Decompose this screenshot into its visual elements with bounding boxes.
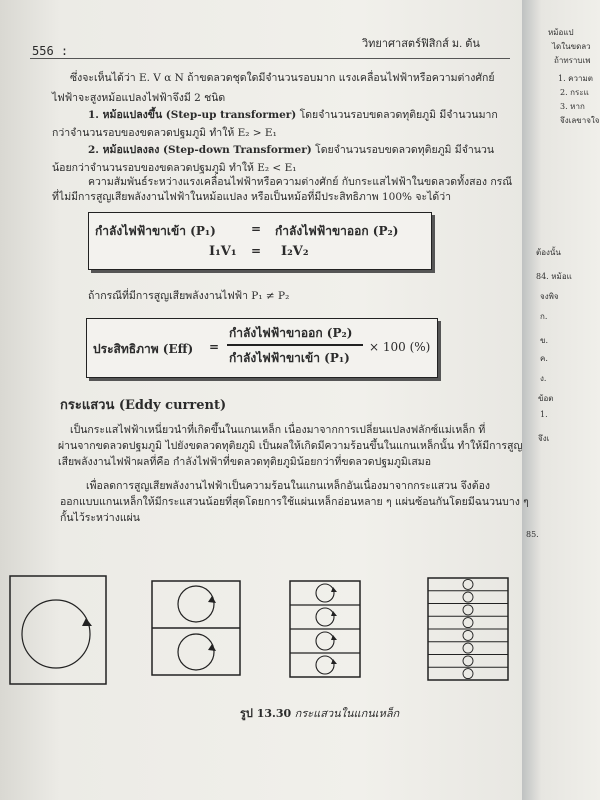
facing-line: ค. xyxy=(540,354,548,363)
intro-line: ซึ่งจะเห็นได้ว่า E. V α N ถ้าขดลวดชุดใดมีจำนวนรอบมาก แรงเคลื่อนไฟฟ้าหรือความต่างศักย์ xyxy=(70,72,495,84)
eddy-diagram-many-laminations xyxy=(426,576,510,682)
loss-line: ถ้ากรณีที่มีการสูญเสียพลังงานไฟฟ้า P₁ ≠ P₂ xyxy=(88,290,290,302)
figure-caption xyxy=(240,704,399,722)
type-item-1 xyxy=(88,109,498,122)
section-heading: กระแสวน (Eddy current) xyxy=(60,398,227,413)
eddy-paragraph-line: ผ่านจากขดลวดปฐมภูมิ ไปยังขดลวดทุติยภูมิ เป็นผลให้เกิดมีความร้อนขึ้นในแกนเหล็กนั้น ทำให้มีการสูญ xyxy=(58,440,523,452)
eq-left-2: I₁V₁ xyxy=(209,244,237,259)
figure-title: กระแสวนในแกนเหล็ก xyxy=(294,707,400,720)
facing-line: ก. xyxy=(540,312,548,321)
eddy-paragraph-line: เพื่อลดการสูญเสียพลังงานไฟฟ้าเป็นความร้อนในแกนเหล็กอันเนื่องมาจากกระแสวน จึงต้อง xyxy=(86,480,491,492)
facing-line: ข. xyxy=(540,336,549,345)
facing-line: 3. หาก xyxy=(560,102,585,111)
facing-line: จึงเลขาจใจ xyxy=(560,116,600,125)
efficiency-equation-box xyxy=(86,318,438,378)
eddy-diagram-two-laminations xyxy=(150,579,242,677)
eddy-diagram-solid-core xyxy=(8,574,108,686)
eff-label: ประสิทธิภาพ (Eff) xyxy=(93,342,194,356)
eddy-paragraph-line: กั้นไว้ระหว่างแผ่น xyxy=(60,512,140,524)
type-item-2-line2: น้อยกว่าจำนวนรอบของขดลวดปฐมภูมิ ทำให้ E₂ < E₁ xyxy=(52,162,297,174)
facing-line: จงพิจ xyxy=(540,292,559,301)
type-item-2 xyxy=(88,144,494,157)
eddy-paragraph-line: เสียพลังงานไฟฟ้าผลที่คือ กำลังไฟฟ้าที่ขดลวดทุติยภูมิน้อยกว่าที่ขดลวดปฐมภูมิเสมอ xyxy=(58,456,432,468)
facing-line: 85. xyxy=(526,530,539,539)
eddy-paragraph-line: เป็นกระแสไฟฟ้าเหนี่ยวนำที่เกิดขึ้นในแกนเหล็ก เนื่องมาจากการเปลี่ยนแปลงฟลักซ์แม่เหล็ก ที่ xyxy=(70,424,486,436)
facing-line: หม้อแป xyxy=(548,28,574,37)
type-label: 1. หม้อแปลงขึ้น (Step-up transformer) xyxy=(88,109,297,121)
relation-line: ที่ไม่มีการสูญเสียพลังงานไฟฟ้าในหม้อแปลง หรือเป็นหม้อที่มีประสิทธิภาพ 100% จะได้ว่า xyxy=(52,191,452,203)
eddy-paragraph-line: ออกแบบแกนเหล็กให้มีกระแสวนน้อยที่สุดโดยการใช้แผ่นเหล็กอ่อนหลาย ๆ แผ่นซ้อนกันโดยมีฉนวนบาง ๆ xyxy=(60,496,529,508)
type-text: โดยจำนวนรอบขดลวดทุติยภูมิ มีจำนวน xyxy=(311,144,495,156)
eq-left: กำลังไฟฟ้าขาเข้า (P₁) xyxy=(95,224,216,238)
running-head: วิทยาศาสตร์ฟิสิกส์ ม. ต้น xyxy=(362,38,480,50)
type-item-1-line2: กว่าจำนวนรอบของขดลวดปฐมภูมิ ทำให้ E₂ > E₁ xyxy=(52,127,277,139)
figure-number: รูป 13.30 xyxy=(240,707,292,720)
eq-right: กำลังไฟฟ้าขาออก (P₂) xyxy=(275,224,399,238)
facing-page-edge xyxy=(522,0,600,800)
facing-line: ถ้าทราบเพ xyxy=(554,56,591,65)
facing-line: 84. หม้อแ xyxy=(536,272,572,281)
power-equation-box xyxy=(88,212,432,270)
header-rule xyxy=(30,58,510,59)
eff-equals: = xyxy=(209,340,220,354)
eq-equals-2: = xyxy=(251,244,262,258)
facing-line: ไดในขดลว xyxy=(552,42,591,51)
eff-factor: × 100 (%) xyxy=(369,340,431,354)
facing-line: จึงเ xyxy=(538,434,550,443)
eff-denominator: กำลังไฟฟ้าขาเข้า (P₁) xyxy=(229,351,350,365)
relation-line: ความสัมพันธ์ระหว่างแรงเคลื่อนไฟฟ้าหรือความต่างศักย์ กับกระแสไฟฟ้าในขดลวดทั้งสอง กรณี xyxy=(88,176,513,188)
facing-line: 2. กระแ xyxy=(560,88,589,97)
type-label: 2. หม้อแปลงลง (Step-down Transformer) xyxy=(88,144,312,156)
eq-equals: = xyxy=(251,222,262,236)
page-number: 556 : xyxy=(32,44,69,58)
facing-line: 1. xyxy=(540,410,548,419)
eff-numerator: กำลังไฟฟ้าขาออก (P₂) xyxy=(229,326,353,340)
facing-line: ง. xyxy=(540,374,547,383)
facing-line: ต้องนั้น xyxy=(536,248,561,257)
type-text: โดยจำนวนรอบขดลวดทุติยภูมิ มีจำนวนมาก xyxy=(296,109,498,121)
facing-line: 1. ความต xyxy=(558,74,593,83)
intro-line: ไฟฟ้าจะสูงหม้อแปลงไฟฟ้าจึงมี 2 ชนิด xyxy=(52,92,226,104)
eq-right-2: I₂V₂ xyxy=(281,244,309,259)
facing-line: ข้อต xyxy=(538,394,554,403)
eddy-diagram-four-laminations xyxy=(288,579,362,679)
fraction-bar xyxy=(227,344,363,346)
